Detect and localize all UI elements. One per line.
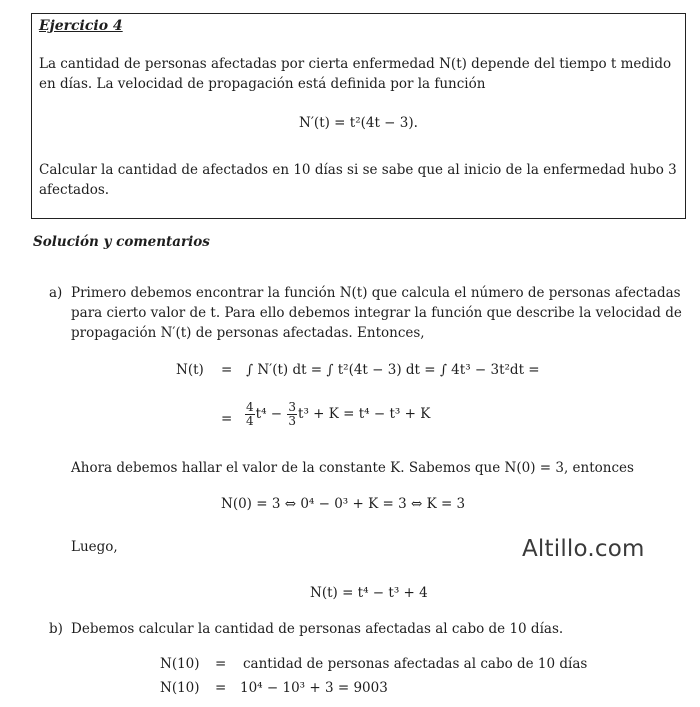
part-b-label: b)	[49, 621, 63, 637]
part-a-line-3: propagación N′(t) de personas afectadas. Entonces,	[71, 325, 425, 341]
part-a-label: a)	[49, 285, 63, 301]
eq2-equals: =	[221, 411, 233, 427]
part-b-row2-equals: =	[215, 680, 227, 696]
fraction-4-over-4: $\frac{4}{4}$	[246, 400, 254, 428]
part-a-line-2: para cierto valor de t. Para ello debemos integrar la función que describe la velocidad de	[71, 305, 682, 321]
eq1-rhs: ∫ N′(t) dt = ∫ t²(4t − 3) dt = ∫ 4t³ − 3t²dt =	[246, 362, 540, 378]
exercise-statement-line-1: La cantidad de personas afectadas por cierta enfermedad N(t) depende del tiempo t medido	[39, 56, 672, 72]
part-b-row1-lhs: N(10)	[160, 656, 200, 672]
part-b-row2-rhs: 10⁴ − 10³ + 3 = 9003	[240, 680, 388, 696]
constant-text: Ahora debemos hallar el valor de la constante K. Sabemos que N(0) = 3, entonces	[71, 460, 634, 476]
part-a-line-1: Primero debemos encontrar la función N(t) que calcula el número de personas afectadas	[71, 285, 681, 301]
exercise-question-line-1: Calcular la cantidad de afectados en 10 días si se sabe que al inicio de la enfermedad hubo 3	[39, 162, 677, 178]
watermark-logo: Altillo.com	[522, 536, 645, 562]
fraction-3-over-3: $\frac{3}{3}$	[288, 400, 297, 428]
exercise-question-line-2: afectados.	[39, 182, 110, 198]
exercise-equation: N′(t) = t²(4t − 3).	[299, 115, 418, 131]
result-equation: N(t) = t⁴ − t³ + 4	[310, 585, 428, 601]
eq1-equals: =	[221, 362, 233, 378]
exercise-statement-line-2: en días. La velocidad de propagación está definida por la función	[39, 76, 486, 92]
integral-equation-row	[176, 362, 204, 378]
part-b-row1-rhs: cantidad de personas afectadas al cabo de 10 días	[243, 656, 588, 672]
eq1-lhs: N(t)	[176, 362, 204, 378]
part-b-row1-equals: =	[215, 656, 227, 672]
solution-heading: Solución y comentarios	[33, 234, 210, 250]
exercise-title: Ejercicio 4	[39, 18, 123, 34]
eq2-rhs	[244, 401, 430, 428]
part-b-row2-lhs: N(10)	[160, 680, 200, 696]
constant-equation: N(0) = 3 ⇔ 0⁴ − 0³ + K = 3 ⇔ K = 3	[221, 496, 466, 512]
eq2-middle: t⁴ −	[255, 406, 283, 422]
eq2-rest: t³ + K = t⁴ − t³ + K	[298, 406, 431, 422]
part-b-line-1: Debemos calcular la cantidad de personas afectadas al cabo de 10 días.	[71, 621, 564, 637]
luego-text: Luego,	[71, 539, 118, 555]
